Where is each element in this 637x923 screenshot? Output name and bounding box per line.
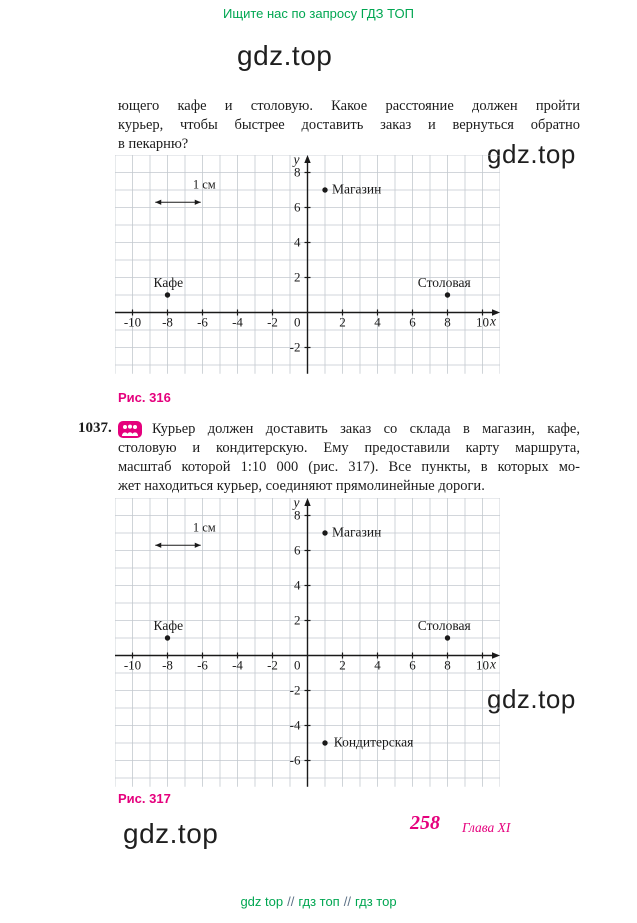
tick-label: -6 [197, 314, 208, 330]
scale-arrow-right-head [195, 200, 201, 205]
tick-label: -8 [162, 314, 173, 330]
tick-label: x [490, 313, 496, 329]
text-line: курьер, чтобы быстрее доставить заказ и вернуться обратно [118, 117, 580, 133]
data-point [165, 292, 170, 297]
figure-317 [115, 498, 500, 792]
tick-label: 2 [294, 269, 301, 285]
tick-label: -6 [289, 752, 301, 768]
chapter-label: Глава XI [462, 820, 511, 835]
tick-label: x [490, 656, 496, 672]
watermark-right-1: gdz.top [487, 139, 576, 169]
tick-label: -2 [267, 314, 278, 330]
watermark-top: gdz.top [237, 40, 333, 71]
scale-label: 1 см [192, 520, 216, 535]
tick-label: 8 [294, 164, 301, 180]
text-line: масштаб которой 1:10 000 (рис. 317). Все пункты, в которых мо- [118, 459, 580, 475]
figure-316-plot [115, 155, 500, 374]
data-point [165, 635, 170, 640]
tick-label: 4 [374, 657, 381, 673]
seo-footer-item: гдз тор [354, 894, 397, 909]
tick-label: -6 [197, 657, 208, 673]
text-line: жет находиться курьер, соединяют прямолинейные дороги. [118, 478, 485, 494]
y-axis-arrow [304, 498, 310, 506]
point-label: Кафе [153, 618, 184, 634]
tick-label: 8 [294, 507, 301, 523]
text-line: столовую и кондитерскую. Ему предоставили карту маршрута, [118, 440, 580, 456]
page-number: 258 [410, 812, 440, 834]
tick-label: 2 [339, 657, 346, 673]
tick-label: 4 [294, 577, 301, 593]
tick-label: 4 [374, 314, 381, 330]
tick-label: 10 [476, 314, 489, 330]
figure-317-plot [115, 498, 500, 787]
point-label: Магазин [332, 181, 382, 197]
tick-label: 6 [409, 657, 416, 673]
point-label: Кафе [153, 275, 184, 291]
tick-label: 0 [294, 657, 301, 673]
data-point [322, 740, 327, 745]
group-icon [118, 421, 142, 438]
scale-arrow-right-head [195, 543, 201, 548]
tick-label: -4 [232, 657, 243, 673]
point-label: Кондитерская [333, 734, 414, 750]
data-point [322, 187, 327, 192]
data-point [445, 635, 450, 640]
problem-text [118, 420, 580, 496]
seo-footer-line [0, 894, 637, 909]
intro-paragraph [118, 97, 580, 154]
tick-label: 6 [294, 199, 301, 215]
scale-label: 1 см [192, 177, 216, 192]
group-icon-glyph [121, 424, 139, 436]
tick-label: -10 [123, 314, 142, 330]
seo-query-line: Ищите нас по запросу ГДЗ ТОП [223, 6, 414, 21]
text-line: ющего кафе и столовую. Какое расстояние должен пройти [118, 98, 580, 114]
tick-label: -2 [289, 339, 301, 355]
tick-label: 8 [444, 657, 451, 673]
tick-label: -10 [123, 657, 142, 673]
tick-label: 0 [294, 314, 301, 330]
seo-footer-item: гдз топ [298, 894, 340, 909]
tick-label: 6 [409, 314, 416, 330]
tick-label: -2 [267, 657, 278, 673]
tick-label: 4 [294, 234, 301, 250]
scale-arrow-left-head [155, 543, 161, 548]
point-label: Столовая [417, 618, 471, 634]
tick-label: y [293, 498, 300, 510]
tick-label: 2 [294, 612, 301, 628]
tick-label: -4 [289, 717, 301, 733]
y-axis-arrow [304, 155, 310, 163]
figure-317-caption: Рис. 317 [118, 791, 171, 806]
text-line: Курьер должен доставить заказ со склада в магазин, кафе, [152, 421, 580, 437]
data-point [322, 530, 327, 535]
scale-arrow-left-head [155, 200, 161, 205]
tick-label: -8 [162, 657, 173, 673]
tick-label: 10 [476, 657, 489, 673]
tick-label: y [293, 155, 300, 167]
watermark-bottom: gdz.top [123, 818, 219, 849]
seo-footer-separator: // [343, 894, 351, 909]
seo-footer-separator: // [287, 894, 295, 909]
seo-footer-item: gdz top [240, 894, 284, 909]
tick-label: -2 [289, 682, 301, 698]
tick-label: -4 [232, 314, 243, 330]
data-point [445, 292, 450, 297]
point-label: Столовая [417, 275, 471, 291]
problem-number: 1037. [78, 420, 112, 436]
text-line: в пекарню? [118, 136, 189, 152]
point-label: Магазин [332, 524, 382, 540]
tick-label: 8 [444, 314, 451, 330]
watermark-right-2: gdz.top [487, 684, 576, 714]
tick-label: 6 [294, 542, 301, 558]
tick-label: 2 [339, 314, 346, 330]
figure-316 [115, 155, 500, 379]
figure-316-caption: Рис. 316 [118, 390, 171, 405]
